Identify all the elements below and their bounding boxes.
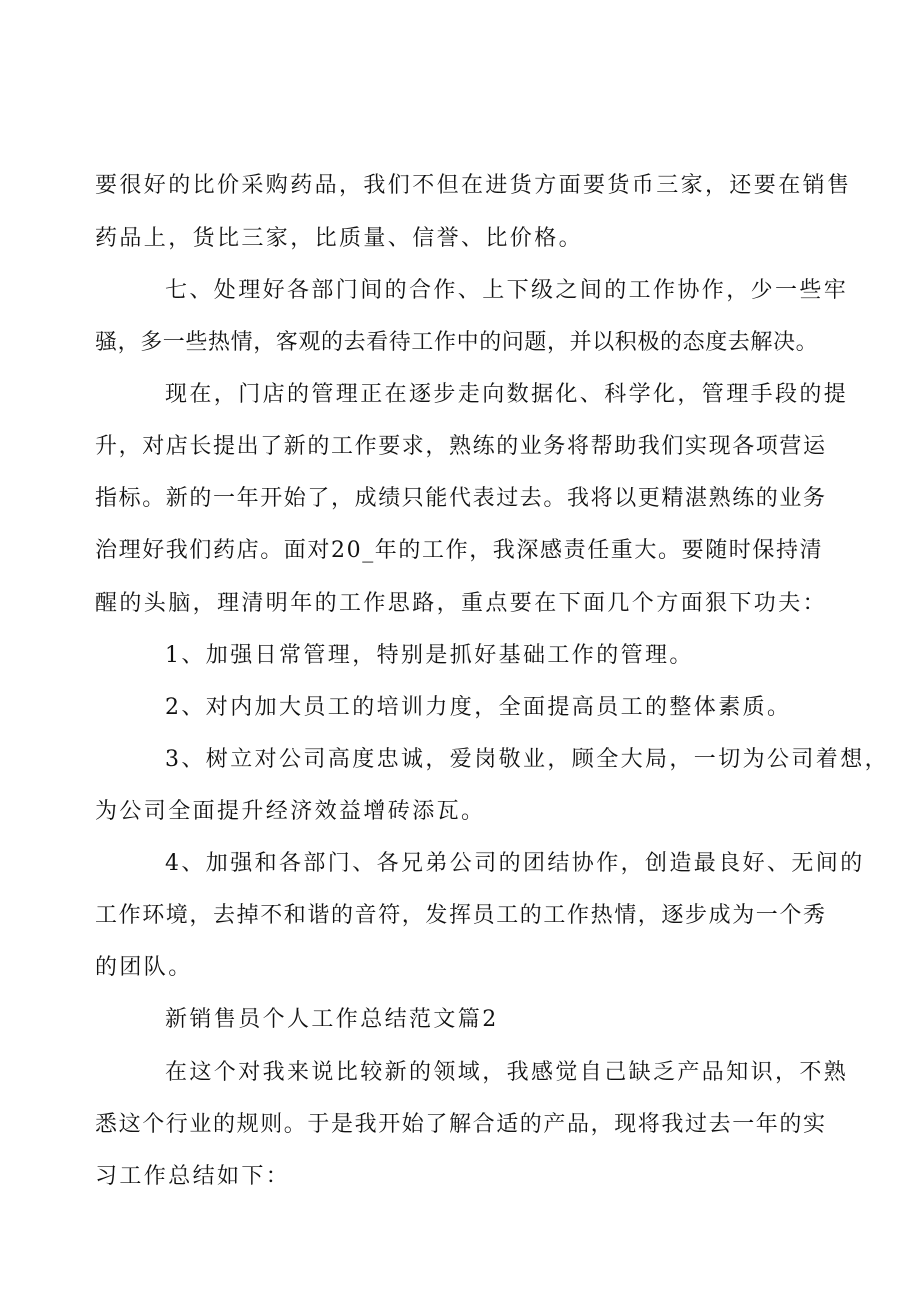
text-line: 2、对内加大员工的培训力度，全面提高员工的整体素质。 <box>165 695 792 720</box>
text-line: 习工作总结如下： <box>95 1164 291 1189</box>
text-line: 升，对店长提出了新的工作要求，熟练的业务将帮助我们实现各项营运 <box>95 434 827 459</box>
text-line: 悉这个行业的规则。于是我开始了解合适的产品，现将我过去一年的实 <box>95 1112 827 1137</box>
text-line: 醒的头脑，理清明年的工作思路，重点要在下面几个方面狠下功夫： <box>95 591 828 616</box>
text-line: 药品上，货比三家，比质量、信誉、比价格。 <box>95 226 584 251</box>
text-line: 3、树立对公司高度忠诚，爱岗敬业，顾全大局，一切为公司着想， <box>165 747 889 772</box>
text-line: 要很好的比价采购药品，我们不但在进货方面要货币三家，还要在销售 <box>95 173 852 198</box>
text-line: 指标。新的一年开始了，成绩只能代表过去。我将以更精湛熟练的业务 <box>95 486 827 511</box>
text-line: 的团队。 <box>95 955 193 980</box>
text-line: 治理好我们药店。面对20_年的工作，我深感责任重大。要随时保持清 <box>95 538 824 563</box>
section-heading: 新销售员个人工作总结范文篇2 <box>165 1007 499 1032</box>
text-line: 在这个对我来说比较新的领域，我感觉自己缺乏产品知识，不熟 <box>165 1060 849 1085</box>
text-line: 骚，多一些热情，客观的去看待工作中的问题，并以积极的态度去解决。 <box>95 330 819 355</box>
text-line: 七、处理好各部门间的合作、上下级之间的工作协作，少一些牢 <box>165 278 849 303</box>
text-line: 1、加强日常管理，特别是抓好基础工作的管理。 <box>165 643 694 668</box>
text-line: 工作环境，去掉不和谐的音符，发挥员工的工作热情，逐步成为一个秀 <box>95 903 827 928</box>
text-line: 4、加强和各部门、各兄弟公司的团结协作，创造最良好、无间的 <box>165 851 865 876</box>
text-line: 现在，门店的管理正在逐步走向数据化、科学化，管理手段的提 <box>165 382 849 407</box>
text-line: 为公司全面提升经济效益增砖添瓦。 <box>95 799 486 824</box>
